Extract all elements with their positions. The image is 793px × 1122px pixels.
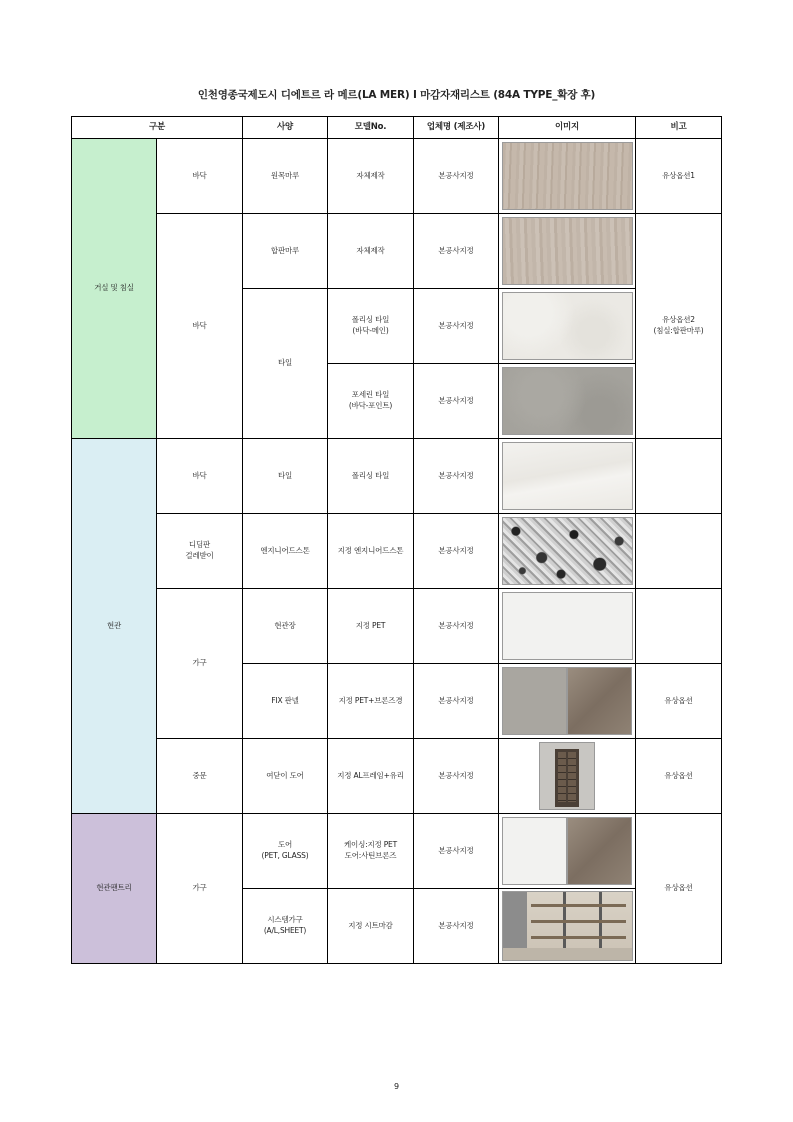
- polished-tile-swatch: [502, 292, 633, 360]
- image-cell: [499, 664, 636, 739]
- spec-cell: 타일: [243, 439, 328, 514]
- remark-cell: 유상옵션1: [636, 139, 722, 214]
- polished-tile-swatch: [502, 442, 633, 510]
- maker-cell: 본공사지정: [414, 439, 499, 514]
- table-row: [72, 814, 722, 889]
- header-category: 구분: [72, 117, 243, 139]
- image-cell: [499, 814, 636, 889]
- pet-swatch: [502, 817, 567, 885]
- swatch-pair: [501, 667, 634, 735]
- maker-cell: 본공사지정: [414, 364, 499, 439]
- image-cell: [499, 214, 636, 289]
- sub-category: 디딤판 걸레받이: [157, 514, 243, 589]
- model-cell: 지정 PET+브론즈경: [328, 664, 414, 739]
- remark-cell: [636, 514, 722, 589]
- swatch-pair: [501, 817, 634, 885]
- spec-cell: 도어 (PET, GLASS): [243, 814, 328, 889]
- maker-cell: 본공사지정: [414, 589, 499, 664]
- table-row: [72, 214, 722, 289]
- remark-cell: 유상옵션: [636, 664, 722, 739]
- model-cell: 자체제작: [328, 139, 414, 214]
- pet-swatch: [502, 592, 633, 660]
- image-cell: [499, 289, 636, 364]
- model-cell: 포세린 타일 (바닥-포인트): [328, 364, 414, 439]
- header-model: 모델No.: [328, 117, 414, 139]
- remark-cell: 유상옵션: [636, 739, 722, 814]
- wood-floor-swatch: [502, 142, 633, 210]
- spec-cell: 원목마루: [243, 139, 328, 214]
- sub-category: 바닥: [157, 439, 243, 514]
- table-row: [72, 514, 722, 589]
- sub-category: 바닥: [157, 214, 243, 439]
- spec-cell: 여닫이 도어: [243, 739, 328, 814]
- spec-cell: FIX 판넬: [243, 664, 328, 739]
- maker-cell: 본공사지정: [414, 814, 499, 889]
- spec-cell: 현관장: [243, 589, 328, 664]
- model-cell: 지정 엔지니어드스톤: [328, 514, 414, 589]
- image-cell: [499, 514, 636, 589]
- maker-cell: 본공사지정: [414, 889, 499, 964]
- porcelain-tile-swatch: [502, 367, 633, 435]
- pet-swatch: [502, 667, 567, 735]
- maker-cell: 본공사지정: [414, 739, 499, 814]
- finish-materials-table: [71, 116, 722, 964]
- header-image: 이미지: [499, 117, 636, 139]
- header-spec: 사양: [243, 117, 328, 139]
- section-living: 거실 및 침실: [72, 139, 157, 439]
- sub-category: 가구: [157, 589, 243, 739]
- spec-cell: 엔지니어드스톤: [243, 514, 328, 589]
- spec-cell: 합판마루: [243, 214, 328, 289]
- remark-cell: [636, 589, 722, 664]
- maker-cell: 본공사지정: [414, 664, 499, 739]
- sub-category: 중문: [157, 739, 243, 814]
- image-cell: [499, 589, 636, 664]
- spec-cell: 시스템가구 (A/L,SHEET): [243, 889, 328, 964]
- table-row: [72, 139, 722, 214]
- bronze-mirror-swatch: [567, 667, 632, 735]
- table-row: [72, 439, 722, 514]
- maker-cell: 본공사지정: [414, 514, 499, 589]
- maker-cell: 본공사지정: [414, 139, 499, 214]
- remark-cell: 유상옵션2 (침실:합판마루): [636, 214, 722, 439]
- header-row: [72, 117, 722, 139]
- model-cell: 폴리싱 타일: [328, 439, 414, 514]
- plywood-floor-swatch: [502, 217, 633, 285]
- table-row: [72, 589, 722, 664]
- model-cell: 지정 AL프레임+유리: [328, 739, 414, 814]
- satin-bronze-swatch: [567, 817, 632, 885]
- door-icon: [555, 749, 579, 807]
- system-closet-image: [502, 891, 633, 961]
- page-number: 9: [393, 1082, 400, 1091]
- model-cell: 지정 PET: [328, 589, 414, 664]
- remark-cell: 유상옵션: [636, 814, 722, 964]
- engineered-stone-swatch: [502, 517, 633, 585]
- sub-category: 바닥: [157, 139, 243, 214]
- maker-cell: 본공사지정: [414, 289, 499, 364]
- image-cell: [499, 139, 636, 214]
- document-title: 인천영종국제도시 디에트르 라 메르(LA MER) I 마감자재리스트 (84A TYPE_확장 후): [197, 89, 596, 101]
- model-cell: 폴리싱 타일 (바닥-메인): [328, 289, 414, 364]
- section-pantry: 현관팬트리: [72, 814, 157, 964]
- header-remark: 비고: [636, 117, 722, 139]
- image-cell: [499, 739, 636, 814]
- spec-cell: 타일: [243, 289, 328, 439]
- remark-cell: [636, 439, 722, 514]
- section-entrance: 현관: [72, 439, 157, 814]
- image-cell: [499, 889, 636, 964]
- table-row: [72, 739, 722, 814]
- model-cell: 자체제작: [328, 214, 414, 289]
- sub-category: 가구: [157, 814, 243, 964]
- middle-door-image: [539, 742, 595, 810]
- image-cell: [499, 439, 636, 514]
- header-maker: 업체명 (제조사): [414, 117, 499, 139]
- model-cell: 지정 시트마감: [328, 889, 414, 964]
- model-cell: 케이싱:지정 PET 도어:사틴브론즈: [328, 814, 414, 889]
- image-cell: [499, 364, 636, 439]
- maker-cell: 본공사지정: [414, 214, 499, 289]
